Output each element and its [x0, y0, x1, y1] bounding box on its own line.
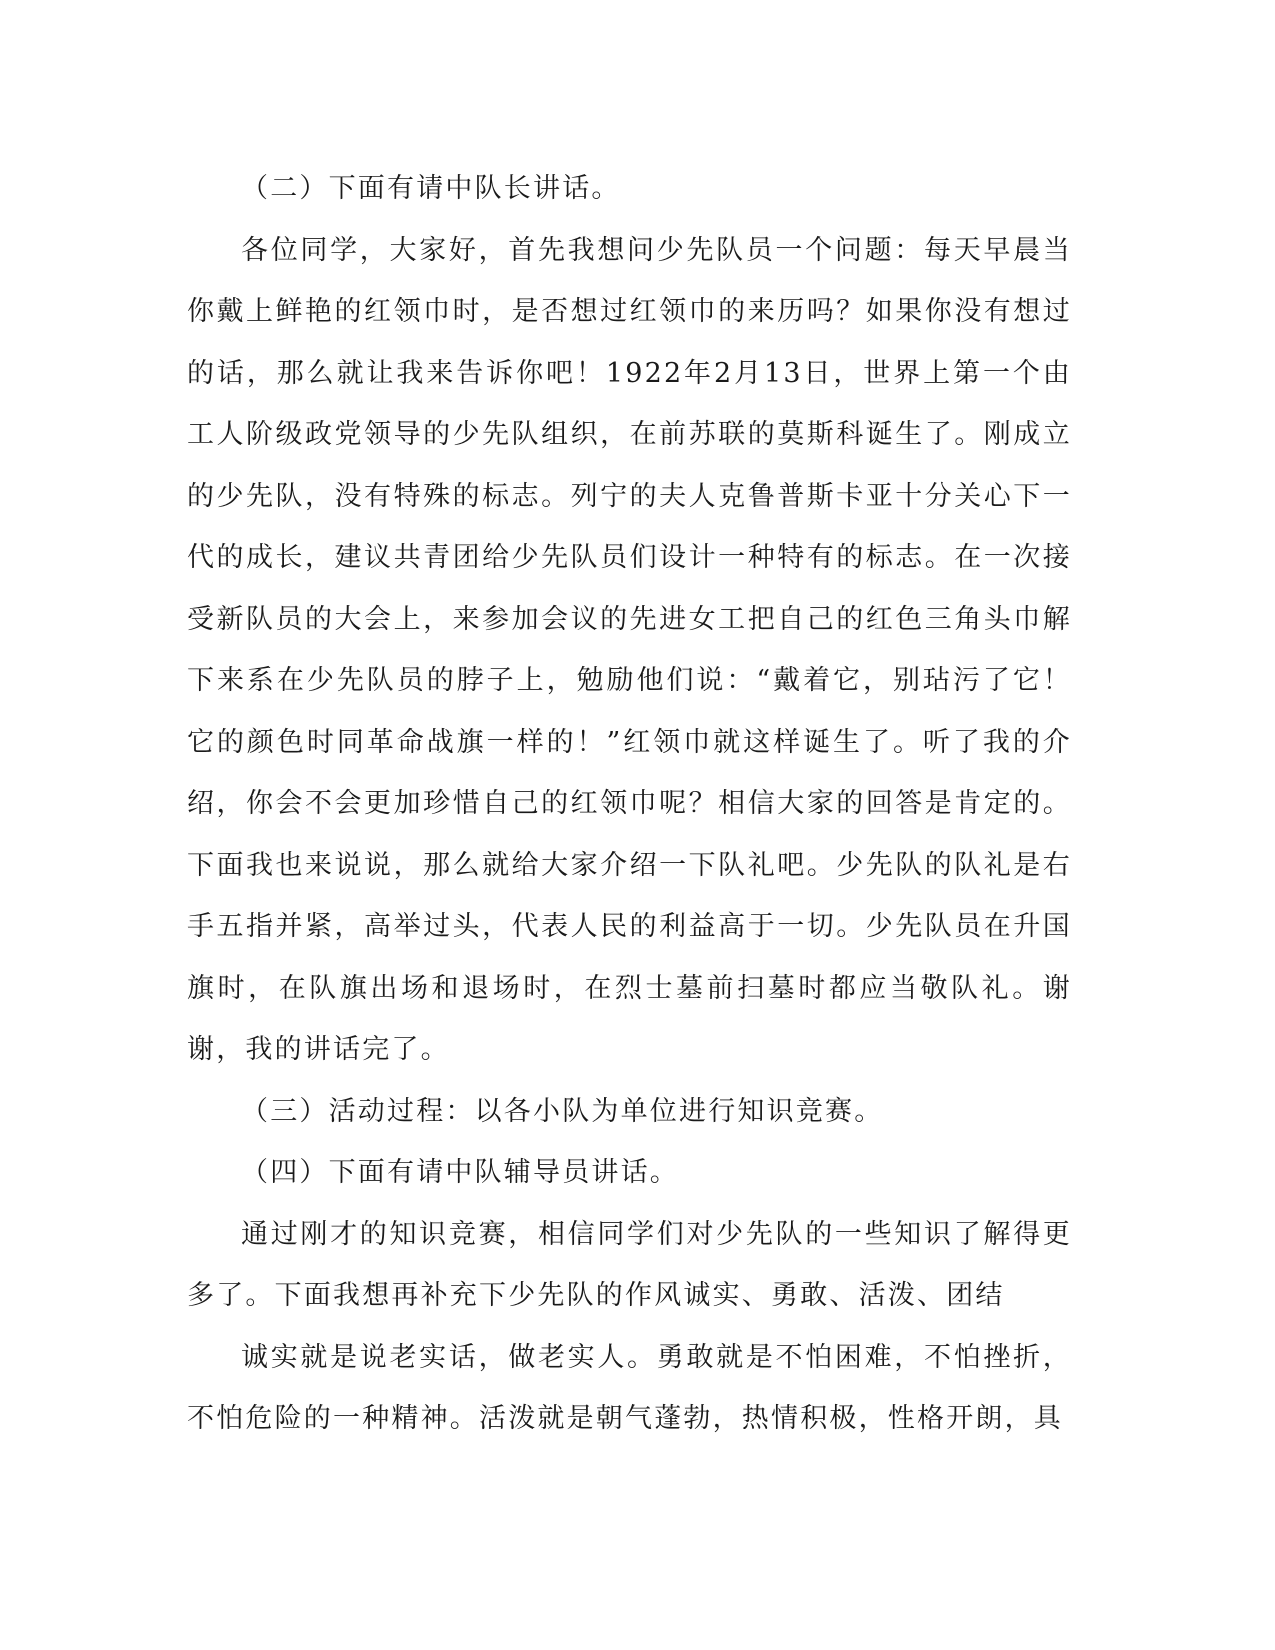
body-text — [187, 158, 1072, 1450]
paragraph-counselor-intro: （四）下面有请中队辅导员讲话。 — [241, 1157, 679, 1188]
paragraph-counselor-speech: 通过刚才的知识竞赛，相信同学们对少先队的一些知识了解得更多了。下面我想再补充下少先队的作风诚实、勇敢、活泼、团结 — [187, 1218, 1072, 1311]
paragraph-virtues: 诚实就是说老实话，做老实人。勇敢就是不怕困难，不怕挫折，不怕危险的一种精神。活泼就是朝气蓬勃，热情积极，性格开朗，具 — [187, 1341, 1072, 1434]
paragraph-activity-process: （三）活动过程：以各小队为单位进行知识竞赛。 — [241, 1095, 884, 1127]
paragraph-squad-leader-intro: （二）下面有请中队长讲话。 — [241, 173, 621, 204]
paragraph-squad-leader-speech: 各位同学，大家好，首先我想问少先队员一个问题：每天早晨当你戴上鲜艳的红领巾时，是否想过红领巾的来历吗？如果你没有想过的话，那么就让我来告诉你吧！1922年2月13日，世界上第一个由工人阶级政党领导的少先队组织，在前苏联的莫斯科诞生了。刚成立的少先队，没有特殊的标志。列宁的夫人克鲁普斯卡亚十分关心下一代的成长，建议共青团给少先队员们设计一种特有的标志。在一次接受新队员的大会上，来参加会议的先进女工把自己的红色三角头巾解下来系在少先队员的脖子上，勉励他们说：“戴着它，别玷污了它！它的颜色时同革命战旗一样的！”红领巾就这样诞生了。听了我的介绍，你会不会更加珍惜自己的红领巾呢？相信大家的回答是肯定的。下面我也来说说，那么就给大家介绍一下队礼吧。少先队的队礼是右手五指并紧，高举过头，代表人民的利益高于一切。少先队员在升国旗时，在队旗出场和退场时，在烈士墓前扫墓时都应当敬队礼。谢谢，我的讲话完了。 — [187, 234, 1072, 1065]
